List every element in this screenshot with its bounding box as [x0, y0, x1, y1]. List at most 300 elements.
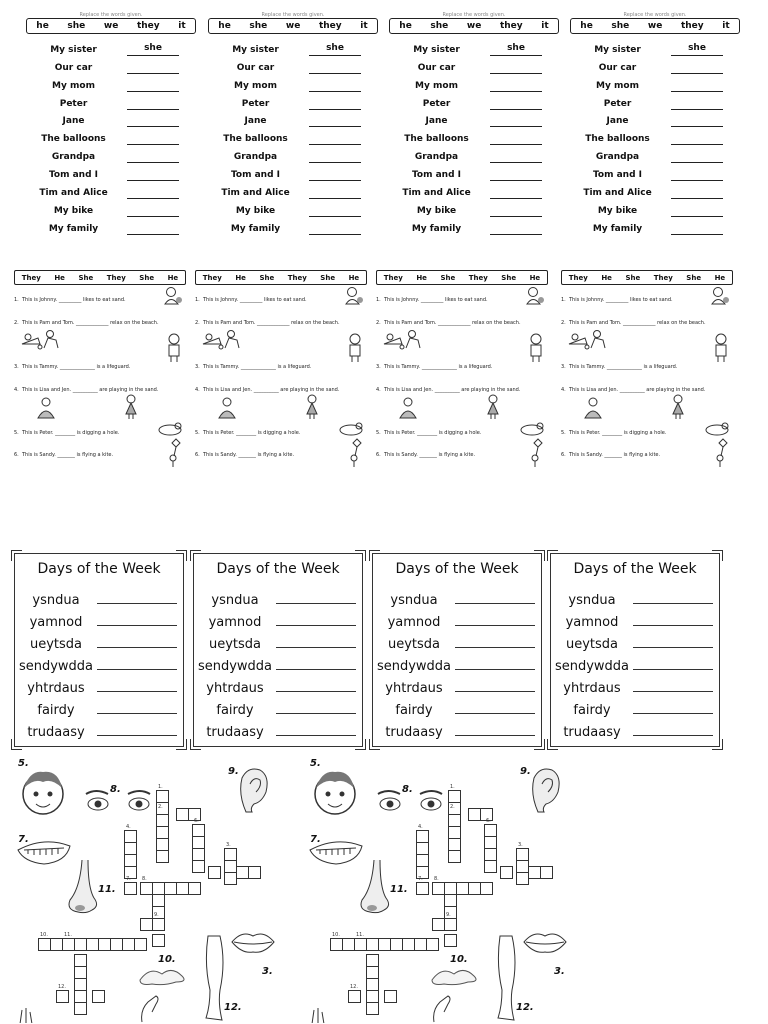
sentence-blank[interactable]: _______ — [419, 452, 437, 458]
answer-line[interactable] — [455, 625, 535, 626]
answer-blank[interactable] — [490, 97, 542, 110]
answer-blank[interactable] — [309, 61, 361, 74]
sentence-end: is a lifeguard. — [94, 364, 131, 370]
sentence-end: likes to eat sand. — [81, 297, 126, 303]
sentence-blank[interactable]: ________ — [236, 430, 257, 436]
answer-line[interactable] — [633, 735, 713, 736]
noun-label: The balloons — [223, 134, 288, 145]
answer-line[interactable] — [276, 603, 356, 604]
scrambled-word: yamnod — [29, 615, 83, 630]
pronoun-row — [389, 74, 559, 92]
scrambled-word: yhtrdaus — [206, 681, 264, 696]
pronoun-row — [208, 199, 378, 217]
word-bank-item: They — [468, 273, 488, 282]
sentence-blank[interactable]: __________ — [72, 387, 98, 393]
worksheet-title: Days of the Week — [395, 561, 519, 577]
ear-icon — [236, 764, 270, 816]
scrambled-word: fairdy — [395, 703, 433, 718]
answer-blank[interactable] — [490, 61, 542, 74]
scrambled-day-row — [15, 718, 177, 740]
word-bank-item: He — [348, 273, 360, 282]
answer-line[interactable] — [633, 691, 713, 692]
answer-blank[interactable] — [671, 61, 723, 74]
crossword-cell[interactable] — [484, 860, 497, 873]
girl-kite-icon — [166, 438, 184, 468]
scrambled-word: trudaasy — [27, 725, 85, 740]
answer-blank[interactable] — [490, 150, 542, 163]
grid-number: 12. — [58, 984, 66, 990]
frame-corner — [176, 550, 187, 561]
pronoun-row — [570, 110, 740, 128]
word-bank — [26, 18, 196, 34]
sentence-item — [14, 297, 126, 303]
face-icon — [308, 766, 362, 818]
ear-icon — [528, 764, 562, 816]
pronoun-row — [389, 38, 559, 56]
crossword-cell[interactable] — [74, 1002, 87, 1015]
scrambled-day-row — [551, 696, 713, 718]
crossword-cell[interactable] — [348, 990, 361, 1003]
sentence-item — [561, 430, 666, 436]
sentence-blank[interactable]: _____________ — [257, 320, 290, 326]
sentence-start: This is Johnny. — [22, 297, 59, 303]
answer-blank[interactable] — [127, 168, 179, 181]
noun-label: Tim and Alice — [402, 188, 471, 199]
noun-label: Tim and Alice — [583, 188, 652, 199]
answer-blank[interactable]: she — [127, 43, 179, 56]
word-bank-item: They — [383, 273, 403, 282]
sentence-end: is flying a kite. — [74, 452, 114, 458]
pronoun-row — [208, 127, 378, 145]
pronoun-row — [26, 145, 196, 163]
clue-number: 12. — [224, 1002, 242, 1013]
pronoun-row — [26, 92, 196, 110]
answer-blank[interactable] — [490, 114, 542, 127]
sentence-start: This is Johnny. — [203, 297, 240, 303]
answer-blank[interactable] — [127, 204, 179, 217]
scrambled-word: ueytsda — [208, 637, 262, 652]
pronoun-row — [389, 163, 559, 181]
answer-blank[interactable] — [309, 150, 361, 163]
answer-blank[interactable] — [671, 186, 723, 199]
sentence-start: This is Peter. — [384, 430, 418, 436]
word-bank — [14, 270, 186, 285]
word-bank — [561, 270, 733, 285]
crossword-cell[interactable] — [444, 934, 457, 947]
crossword-cell[interactable] — [416, 882, 429, 895]
sentence-item — [561, 297, 673, 303]
item-number: 3. — [195, 364, 200, 370]
answer-blank[interactable] — [671, 222, 723, 235]
sentence-blank[interactable]: __________ — [253, 387, 279, 393]
pronoun-row — [389, 199, 559, 217]
answer-blank[interactable] — [490, 79, 542, 92]
crossword-cell[interactable] — [426, 938, 439, 951]
word-bank — [195, 270, 367, 285]
scrambled-day-row — [194, 586, 356, 608]
sentence-blank[interactable]: ______________ — [240, 364, 276, 370]
crossword-cell[interactable] — [444, 918, 457, 931]
pronoun-row — [570, 199, 740, 217]
answer-line[interactable] — [455, 691, 535, 692]
sentence-item — [376, 364, 492, 370]
answer-line[interactable] — [97, 603, 177, 604]
sentence-worksheet — [14, 270, 186, 480]
frame-corner — [355, 550, 366, 561]
sentence-blank[interactable]: ________ — [602, 430, 623, 436]
answer-blank[interactable] — [671, 204, 723, 217]
item-number: 2. — [14, 320, 19, 326]
answer-blank[interactable] — [309, 222, 361, 235]
crossword-cell[interactable] — [540, 866, 553, 879]
answer-line[interactable] — [276, 735, 356, 736]
pronoun-row — [208, 38, 378, 56]
answer-line[interactable] — [633, 713, 713, 714]
sentence-blank[interactable]: _________ — [58, 297, 82, 303]
people-relaxing-icon — [20, 328, 64, 350]
answer-line[interactable] — [97, 625, 177, 626]
clue-number: 8. — [402, 784, 413, 795]
sentence-blank[interactable]: ________ — [417, 430, 438, 436]
answer-blank[interactable] — [127, 61, 179, 74]
scrambled-word: ysndua — [211, 593, 259, 608]
answer-blank[interactable] — [127, 222, 179, 235]
sentence-start: This is Lisa and Jen. — [384, 387, 435, 393]
answer-line[interactable] — [455, 713, 535, 714]
pronoun-row — [208, 92, 378, 110]
grid-number: 11. — [64, 932, 72, 938]
word-bank-item: they — [499, 21, 523, 31]
item-number: 5. — [561, 430, 566, 436]
pronoun-worksheet — [26, 4, 196, 235]
sentence-blank[interactable]: _________ — [420, 297, 444, 303]
sentence-item — [195, 387, 339, 393]
answer-line[interactable] — [97, 647, 177, 648]
scrambled-word: yamnod — [208, 615, 262, 630]
boy-digging-icon — [158, 420, 184, 436]
grid-number: 10. — [332, 932, 340, 938]
word-bank-item: He — [235, 273, 246, 282]
frame-corner — [547, 739, 558, 750]
scrambled-word: ysndua — [568, 593, 616, 608]
pronoun-worksheet — [208, 4, 378, 235]
answer-line[interactable] — [276, 669, 356, 670]
clue-number: 7. — [310, 834, 321, 845]
grid-number: 9. — [154, 912, 159, 918]
sentence-end: are playing in the sand. — [97, 387, 159, 393]
pronoun-row — [570, 181, 740, 199]
sentence-blank[interactable]: ______________ — [59, 364, 95, 370]
sentence-blank[interactable]: _____________ — [438, 320, 471, 326]
pronoun-row — [389, 145, 559, 163]
word-bank-item: it — [541, 21, 549, 31]
noun-label: My mom — [415, 80, 458, 91]
sentence-item — [14, 452, 113, 458]
sentence-item — [14, 430, 119, 436]
girl-standing-icon — [669, 394, 687, 420]
noun-label: Tim and Alice — [221, 188, 290, 199]
crossword-cell[interactable] — [188, 882, 201, 895]
item-number: 6. — [14, 452, 19, 458]
crossword-cell[interactable] — [152, 934, 165, 947]
body-parts-crossword — [12, 758, 277, 1023]
sentence-item — [14, 364, 130, 370]
noun-label: Peter — [241, 98, 270, 109]
sentence-blank[interactable]: ______________ — [421, 364, 457, 370]
answer-blank[interactable] — [671, 150, 723, 163]
crossword-cell[interactable] — [134, 938, 147, 951]
word-bank — [570, 18, 740, 34]
scrambled-word: sendywdda — [376, 659, 452, 674]
days-of-week-worksheet — [550, 553, 720, 747]
noun-label: Jane — [425, 116, 448, 127]
scrambled-day-row — [194, 652, 356, 674]
answer-line[interactable] — [633, 625, 713, 626]
sentence-start: This is Lisa and Jen. — [203, 387, 254, 393]
sentence-item — [376, 387, 520, 393]
scrambled-word: yamnod — [565, 615, 619, 630]
sentence-blank[interactable]: _____________ — [76, 320, 109, 326]
sentence-start: This is Johnny. — [569, 297, 606, 303]
noun-label: The balloons — [404, 134, 469, 145]
sentence-start: This is Peter. — [22, 430, 56, 436]
people-relaxing-icon — [567, 328, 611, 350]
answer-blank[interactable]: she — [490, 43, 542, 56]
answer-line[interactable] — [97, 669, 177, 670]
boy-digging-icon — [705, 420, 731, 436]
answer-blank[interactable] — [127, 132, 179, 145]
answer-line[interactable] — [276, 647, 356, 648]
answer-blank[interactable] — [127, 79, 179, 92]
answer-line[interactable] — [276, 691, 356, 692]
word-bank-item: He — [416, 273, 427, 282]
finger-icon — [16, 1004, 36, 1023]
noun-label: My family — [411, 223, 462, 234]
word-bank-item: it — [178, 21, 186, 31]
answer-blank[interactable] — [490, 186, 542, 199]
grid-number: 7. — [126, 876, 131, 882]
noun-label: My family — [230, 223, 281, 234]
noun-label: Peter — [422, 98, 451, 109]
grid-number: 9. — [446, 912, 451, 918]
answer-blank[interactable] — [309, 79, 361, 92]
scrambled-word: sendywdda — [554, 659, 630, 674]
grid-number: 3. — [226, 842, 231, 848]
pronoun-row — [570, 56, 740, 74]
word-bank-item: we — [285, 21, 301, 31]
crossword-cell[interactable] — [448, 850, 461, 863]
clue-number: 12. — [516, 1002, 534, 1013]
answer-line[interactable] — [455, 669, 535, 670]
crossword-cell[interactable] — [192, 860, 205, 873]
lips-icon — [522, 930, 568, 954]
item-number: 5. — [14, 430, 19, 436]
crossword-cell[interactable] — [56, 990, 69, 1003]
crossword-cell[interactable] — [140, 918, 153, 931]
scrambled-word: ysndua — [390, 593, 438, 608]
noun-label: Jane — [62, 116, 85, 127]
sentence-start: This is Sandy. — [203, 452, 239, 458]
clue-number: 3. — [554, 966, 565, 977]
pronoun-row — [570, 145, 740, 163]
scrambled-day-row — [15, 586, 177, 608]
sentence-end: likes to eat sand. — [628, 297, 673, 303]
noun-label: My family — [48, 223, 99, 234]
scrambled-word: fairdy — [37, 703, 75, 718]
word-bank-item: they — [318, 21, 342, 31]
sentence-blank[interactable]: _______ — [604, 452, 622, 458]
hair-icon — [428, 964, 484, 986]
answer-line[interactable] — [633, 669, 713, 670]
pronoun-row — [26, 181, 196, 199]
answer-line[interactable] — [455, 735, 535, 736]
scrambled-word: ueytsda — [565, 637, 619, 652]
scrambled-day-row — [373, 608, 535, 630]
hair-icon — [136, 964, 192, 986]
pronoun-row — [208, 181, 378, 199]
sentence-item — [376, 452, 475, 458]
answer-blank[interactable] — [127, 150, 179, 163]
sentence-blank[interactable]: _________ — [605, 297, 629, 303]
noun-label: Our car — [54, 62, 93, 73]
pronoun-row — [570, 163, 740, 181]
crossword-cell[interactable] — [152, 918, 165, 931]
answer-line[interactable] — [633, 603, 713, 604]
answer-blank[interactable] — [127, 114, 179, 127]
answer-blank[interactable] — [671, 79, 723, 92]
word-bank-item: She — [320, 273, 336, 282]
scrambled-day-row — [551, 630, 713, 652]
sentence-start: This is Pam and Tom. — [569, 320, 624, 326]
sentence-blank[interactable]: __________ — [434, 387, 460, 393]
scrambled-day-row — [373, 674, 535, 696]
pronoun-row — [570, 217, 740, 235]
answer-blank[interactable] — [309, 132, 361, 145]
answer-blank[interactable] — [671, 97, 723, 110]
answer-blank[interactable] — [490, 168, 542, 181]
sentence-start: This is Lisa and Jen. — [569, 387, 620, 393]
answer-line[interactable] — [276, 713, 356, 714]
sentence-worksheet — [561, 270, 733, 480]
clue-number: 7. — [18, 834, 29, 845]
sentence-blank[interactable]: _____________ — [623, 320, 656, 326]
sentence-blank[interactable]: _______ — [57, 452, 75, 458]
answer-line[interactable] — [97, 735, 177, 736]
answer-line[interactable] — [633, 647, 713, 648]
noun-label: My sister — [413, 44, 460, 55]
answer-blank[interactable]: she — [309, 43, 361, 56]
scrambled-day-row — [551, 718, 713, 740]
crossword-cell[interactable] — [124, 882, 137, 895]
girl-kite-icon — [713, 438, 731, 468]
answer-line[interactable] — [455, 603, 535, 604]
answer-blank[interactable] — [309, 186, 361, 199]
sentence-worksheet — [195, 270, 367, 480]
crossword-cell[interactable] — [480, 882, 493, 895]
item-number: 4. — [14, 387, 19, 393]
answer-line[interactable] — [97, 713, 177, 714]
answer-blank[interactable] — [671, 114, 723, 127]
scrambled-word: yhtrdaus — [385, 681, 443, 696]
crossword-cell[interactable] — [248, 866, 261, 879]
word-bank-item: They — [287, 273, 307, 282]
scrambled-day-row — [373, 630, 535, 652]
frame-corner — [547, 550, 558, 561]
noun-label: Peter — [603, 98, 632, 109]
noun-label: Grandpa — [233, 152, 278, 163]
noun-label: My bike — [235, 205, 276, 216]
answer-blank[interactable] — [309, 204, 361, 217]
answer-blank[interactable] — [127, 186, 179, 199]
sentence-end: likes to eat sand. — [262, 297, 307, 303]
answer-line[interactable] — [97, 691, 177, 692]
answer-blank[interactable] — [309, 114, 361, 127]
answer-blank[interactable] — [490, 132, 542, 145]
sentence-blank[interactable]: _______ — [238, 452, 256, 458]
sentence-blank[interactable]: __________ — [619, 387, 645, 393]
sentence-start: This is Peter. — [569, 430, 603, 436]
sentence-blank[interactable]: ________ — [55, 430, 76, 436]
girls-playing-icon — [215, 396, 239, 420]
sentence-start: This is Johnny. — [384, 297, 421, 303]
crossword-cell[interactable] — [92, 990, 105, 1003]
sentence-blank[interactable]: _________ — [239, 297, 263, 303]
crossword-cell[interactable] — [156, 850, 169, 863]
crossword-cell[interactable] — [384, 990, 397, 1003]
sentence-item — [195, 452, 294, 458]
crossword-cell[interactable] — [366, 1002, 379, 1015]
pronoun-row — [26, 38, 196, 56]
answer-blank[interactable]: she — [671, 43, 723, 56]
answer-line[interactable] — [276, 625, 356, 626]
girls-playing-icon — [581, 396, 605, 420]
sentence-blank[interactable]: ______________ — [606, 364, 642, 370]
grid-number: 1. — [450, 784, 455, 790]
scrambled-day-row — [194, 696, 356, 718]
answer-blank[interactable] — [309, 97, 361, 110]
scrambled-day-row — [373, 652, 535, 674]
crossword-cell[interactable] — [500, 866, 513, 879]
clue-number: 11. — [390, 884, 408, 895]
item-number: 6. — [561, 452, 566, 458]
clue-number: 11. — [98, 884, 116, 895]
worksheet-instruction: Replace the words given. — [442, 12, 506, 18]
hand-icon — [136, 994, 166, 1023]
answer-line[interactable] — [455, 647, 535, 648]
pronoun-row — [389, 92, 559, 110]
noun-label: My sister — [594, 44, 641, 55]
scrambled-day-row — [194, 608, 356, 630]
answer-blank[interactable] — [490, 222, 542, 235]
scrambled-word: ysndua — [32, 593, 80, 608]
grid-number: 8. — [142, 876, 147, 882]
answer-blank[interactable] — [127, 97, 179, 110]
answer-blank[interactable] — [671, 132, 723, 145]
answer-blank[interactable] — [490, 204, 542, 217]
noun-label: Jane — [606, 116, 629, 127]
word-bank — [376, 270, 548, 285]
crossword-cell[interactable] — [432, 918, 445, 931]
word-bank-item: we — [466, 21, 482, 31]
answer-blank[interactable] — [309, 168, 361, 181]
sentence-item — [376, 430, 481, 436]
sentence-end: is digging a hole. — [622, 430, 667, 436]
frame-corner — [369, 739, 380, 750]
noun-label: Tim and Alice — [39, 188, 108, 199]
answer-blank[interactable] — [671, 168, 723, 181]
word-bank-item: she — [430, 21, 449, 31]
crossword-cell[interactable] — [208, 866, 221, 879]
